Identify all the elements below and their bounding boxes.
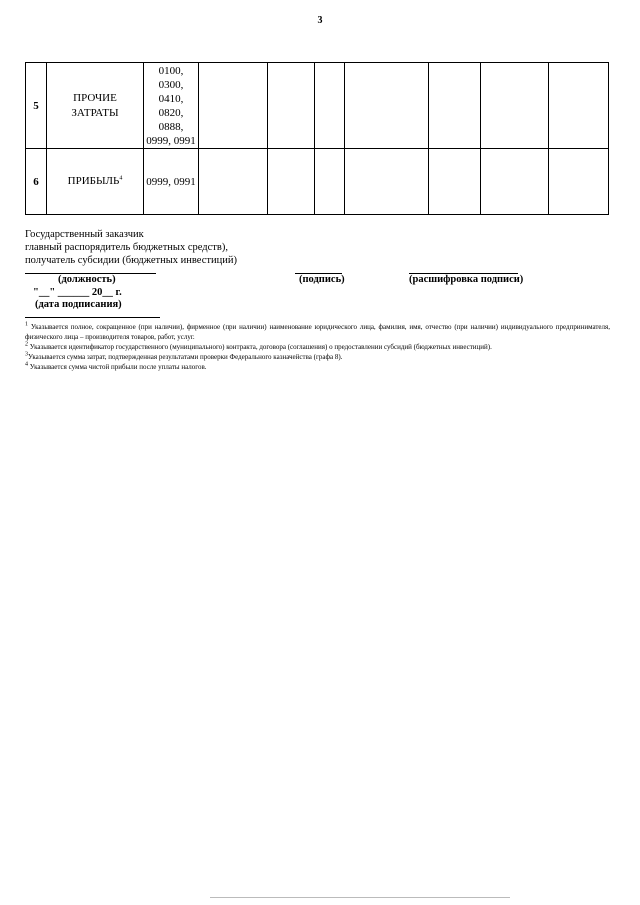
decode-caption: (расшифровка подписи) — [409, 274, 524, 285]
footnote-mark: 4 — [119, 175, 123, 182]
empty-cell — [268, 149, 315, 215]
signatory-line: получатель субсидии (бюджетных инвестиций) — [25, 255, 237, 266]
empty-cell — [429, 63, 481, 149]
code-line: 0410, — [158, 92, 184, 105]
row-name — [47, 63, 144, 149]
cost-table — [25, 62, 609, 215]
empty-cell — [268, 63, 315, 149]
position-caption: (должность) — [58, 274, 116, 285]
code-line: 0100, — [158, 64, 184, 77]
table-row — [26, 63, 609, 149]
page-number: 3 — [317, 15, 323, 26]
table-row — [26, 149, 609, 215]
footnote-mark: 2 — [25, 341, 28, 348]
date-caption: (дата подписания) — [35, 299, 122, 310]
footnote-text: Указывается сумма затрат, подтвержденная результатами проверки Федерального казначейства (графа 8). — [28, 353, 343, 361]
footnote-text: Указывается сумма чистой прибыли после уплаты налогов. — [29, 363, 207, 371]
code-line: 0888, — [158, 120, 184, 133]
empty-cell — [481, 63, 549, 149]
scan-edge-line — [210, 897, 510, 898]
empty-cell — [199, 149, 268, 215]
empty-cell — [549, 63, 609, 149]
footnotes — [25, 322, 610, 372]
row-name-line1: ПРИБЫЛЬ — [67, 175, 120, 187]
footnote-item — [25, 322, 610, 342]
row-name — [47, 149, 144, 215]
footnote-item — [25, 362, 610, 372]
signatory-line: Государственный заказчик — [25, 229, 144, 240]
code-line: 0999, 0991 — [146, 134, 196, 147]
empty-cell — [345, 149, 429, 215]
footnote-separator — [25, 317, 160, 318]
empty-cell — [481, 149, 549, 215]
code-line: 0300, — [158, 78, 184, 91]
empty-cell — [345, 63, 429, 149]
footnote-mark: 1 — [25, 321, 28, 328]
empty-cell — [315, 63, 345, 149]
footnote-text: Указывается идентификатор государственного (муниципального) контракта, договора (соглашения) о предоставлении субсидий (бюджетных инвестиций). — [29, 343, 492, 351]
empty-cell — [315, 149, 345, 215]
signatory-block — [25, 228, 237, 267]
code-line: 0820, — [158, 106, 184, 119]
sign-caption: (подпись) — [299, 274, 345, 285]
footnote-mark: 4 — [25, 361, 28, 368]
empty-cell — [549, 149, 609, 215]
footnote-mark: 3 — [25, 351, 28, 358]
empty-cell — [429, 149, 481, 215]
date-line: "__" ______ 20__ г. — [33, 287, 122, 298]
row-name-line1: ПРОЧИЕ — [73, 91, 117, 104]
row-number: 5 — [26, 63, 47, 149]
code-line: 0999, 0991 — [146, 175, 196, 188]
empty-cell — [199, 63, 268, 149]
footnote-item — [25, 352, 610, 362]
row-name-line2: ЗАТРАТЫ — [71, 106, 119, 119]
footnote-text: Указывается полное, сокращенное (при наличии), фирменное (при наличии) наименование юридического лица, фамилия, имя, отчество (при наличии) индивидуального предпринимателя, физического лица – производителя товаров, работ, услуг. — [25, 323, 610, 341]
row-codes — [144, 149, 199, 215]
row-number: 6 — [26, 149, 47, 215]
signatory-line: главный распорядитель бюджетных средств), — [25, 242, 228, 253]
row-codes — [144, 63, 199, 149]
footnote-item — [25, 342, 610, 352]
